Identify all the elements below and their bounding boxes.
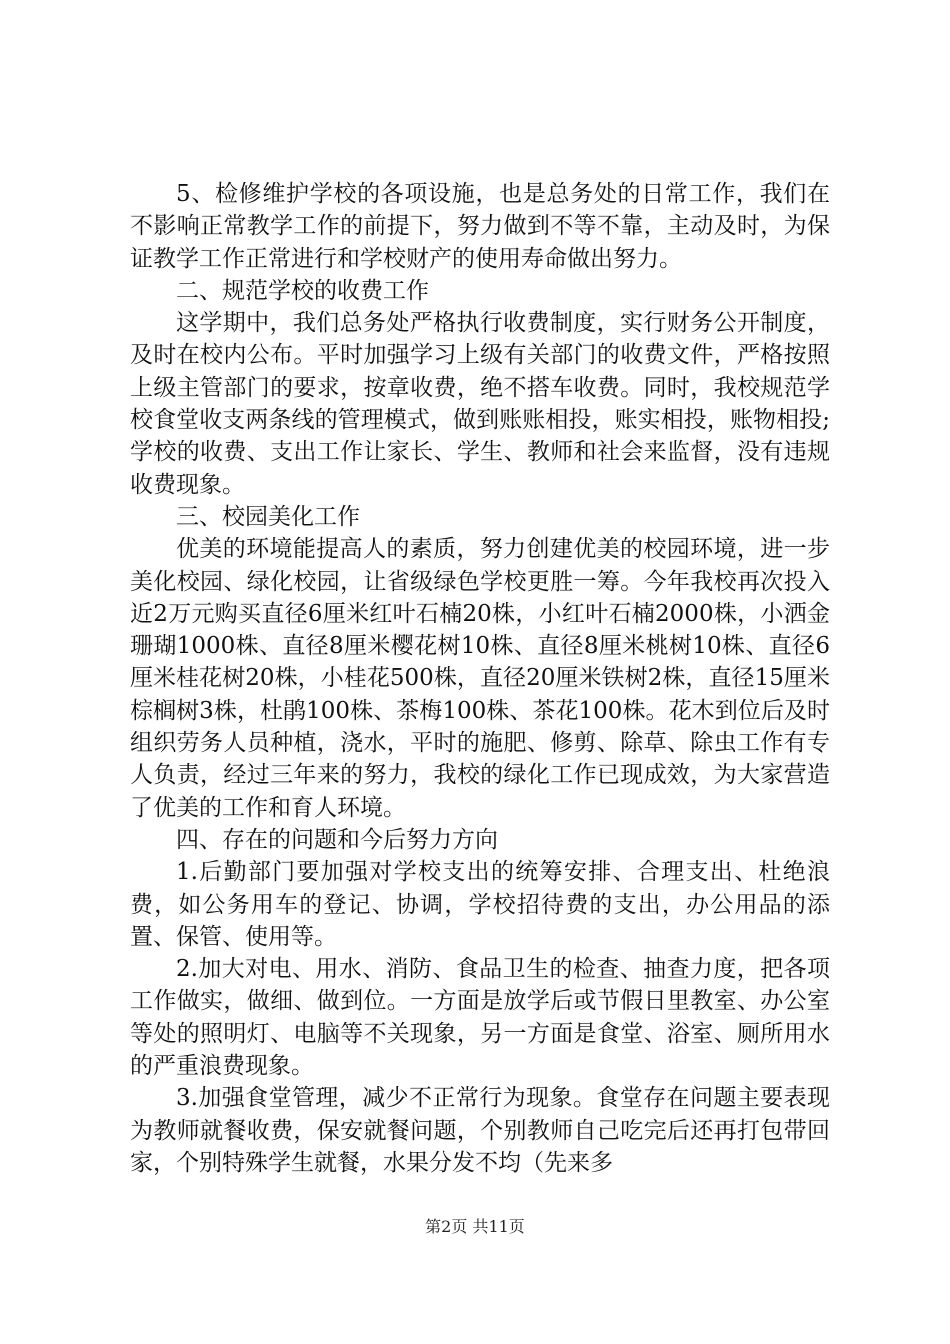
page-number-footer: 第2页 共11页: [425, 1217, 525, 1236]
section-heading-campus-beautification: 三、校园美化工作: [176, 503, 360, 530]
section-heading-problems: 四、存在的问题和今后努力方向: [176, 826, 498, 853]
paragraph-problem-2: 2.加大对电、用水、消防、食品卫生的检查、抽查力度，把各项工作做实，做细、做到位。一方面是放学后或节假日里教室、办公室等处的照明灯、电脑等不关现象，另一方面是食堂、浴室、厕所用水的严重浪费现象。: [130, 956, 830, 1080]
paragraph-facility-maintenance: 5、检修维护学校的各项设施，也是总务处的日常工作，我们在不影响正常教学工作的前提下，努力做到不等不靠，主动及时，为保证教学工作正常进行和学校财产的使用寿命做出努力。: [130, 181, 830, 272]
paragraph-problem-1: 1.后勤部门要加强对学校支出的统筹安排、合理支出、杜绝浪费，如公务用车的登记、协调，学校招待费的支出，办公用品的添置、保管、使用等。: [130, 859, 830, 950]
paragraph-problem-3: 3.加强食堂管理，减少不正常行为现象。食堂存在问题主要表现为教师就餐收费，保安就餐问题，个别教师自己吃完后还再打包带回家，个别特殊学生就餐，水果分发不均（先来多: [130, 1085, 830, 1176]
paragraph-fees: 这学期中，我们总务处严格执行收费制度，实行财务公开制度，及时在校内公布。平时加强学习上级有关部门的收费文件，严格按照上级主管部门的要求，按章收费，绝不搭车收费。同时，我校规范学校食堂收支两条线的管理模式，做到账账相投，账实相投，账物相投;学校的收费、支出工作让家长、学生、教师和社会来监督，没有违规收费现象。: [130, 310, 830, 498]
paragraph-campus-beautification: 优美的环境能提高人的素质，努力创建优美的校园环境，进一步美化校园、绿化校园，让省级绿色学校更胜一筹。今年我校再次投入近2万元购买直径6厘米红叶石楠20株，小红叶石楠2000株，小洒金珊瑚1000株、直径8厘米樱花树10株、直径8厘米桃树10株、直径6厘米桂花树20株，小桂花500株，直径20厘米铁树2株，直径15厘米棕榈树3株，杜鹃100株、茶梅100株、茶花100株。花木到位后及时组织劳务人员种植，浇水，平时的施肥、修剪、除草、除虫工作有专人负责，经过三年来的努力，我校的绿化工作已现成效，为大家营造了优美的工作和育人环境。: [130, 536, 830, 821]
section-heading-fees: 二、规范学校的收费工作: [176, 277, 429, 304]
document-body: [130, 178, 830, 1179]
